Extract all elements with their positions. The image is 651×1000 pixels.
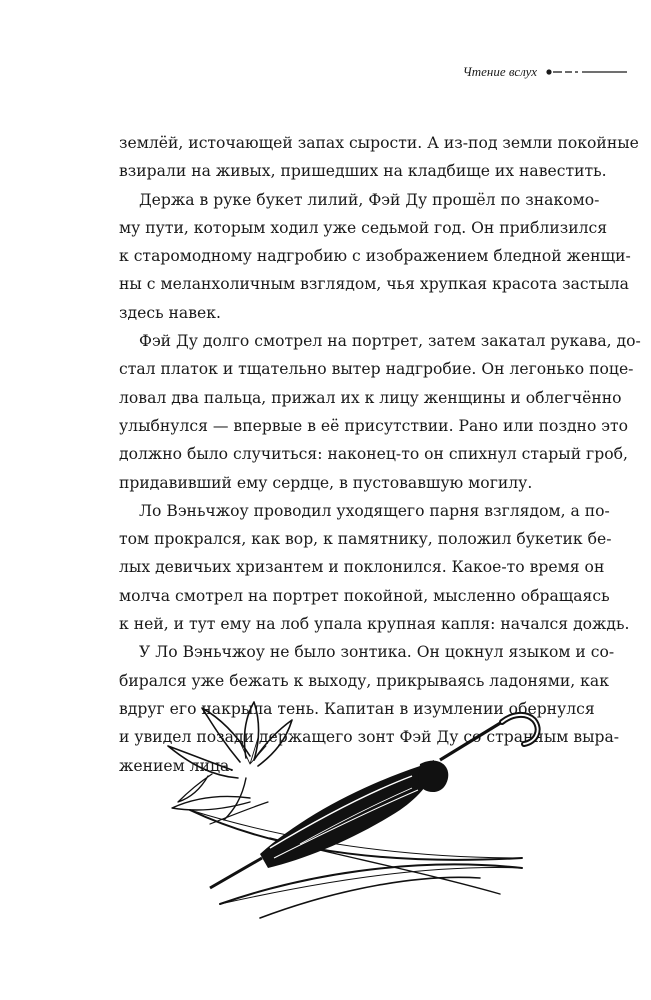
text-line: У Ло Вэньчжоу не было зонтика. Он цокнул языком и со- <box>139 643 615 662</box>
body-text <box>119 129 641 780</box>
text-line: Фэй Ду долго смотрел на портрет, затем закатал рукава, до- <box>139 332 641 351</box>
text-line: к старомодному надгробию с изображением бледной женщи- <box>119 247 631 266</box>
text-line: молча смотрел на портрет покойной, мысленно обращаясь <box>119 586 610 605</box>
text-line: му пути, которым ходил уже седьмой год. Он приблизился <box>119 218 608 237</box>
text-line: жением лица. <box>119 756 235 775</box>
text-line: землёй, источающей запах сырости. А из-под земли покойные <box>119 134 639 152</box>
text-line: и увидел позади держащего зонт Фэй Ду со странным выра- <box>119 728 620 747</box>
text-line: к ней, и тут ему на лоб упала крупная капля: начался дождь. <box>119 615 630 634</box>
text-line: ловал два пальца, прижал их к лицу женщины и облегчённо <box>119 388 622 407</box>
running-title: Чтение вслух <box>462 64 537 79</box>
paragraph <box>119 497 630 638</box>
text-line: придавивший ему сердце, в пустовавшую могилу. <box>119 473 533 492</box>
text-line: Ло Вэньчжоу проводил уходящего парня взглядом, а по- <box>139 501 610 520</box>
umbrella-and-lilies-illustration-icon <box>150 698 550 930</box>
divider-ornament-icon <box>545 68 627 76</box>
text-line: взирали на живых, пришедших на кладбище их навестить. <box>119 162 607 181</box>
paragraph <box>119 327 641 497</box>
paragraph <box>119 129 639 186</box>
text-line: улыбнулся — впервые в её присутствии. Рано или поздно это <box>119 416 629 435</box>
text-line: том прокрался, как вор, к памятнику, положил букетик бе- <box>119 530 612 549</box>
text-line: вдруг его накрыла тень. Капитан в изумлении обернулся <box>119 699 595 718</box>
text-line: стал платок и тщательно вытер надгробие. Он легонько поце- <box>119 360 634 379</box>
text-line: здесь навек. <box>119 303 221 322</box>
text-line: Держа в руке букет лилий, Фэй Ду прошёл по знакомо- <box>139 190 600 209</box>
text-line: ны с меланхоличным взглядом, чья хрупкая красота застыла <box>119 275 629 294</box>
text-line: лых девичьих хризантем и поклонился. Какое-то время он <box>119 558 605 577</box>
text-line: бирался уже бежать к выходу, прикрываясь ладонями, как <box>119 671 609 690</box>
running-header <box>463 64 627 80</box>
text-line: должно было случиться: наконец-то он спихнул старый гроб, <box>119 445 628 464</box>
paragraph <box>119 186 631 327</box>
